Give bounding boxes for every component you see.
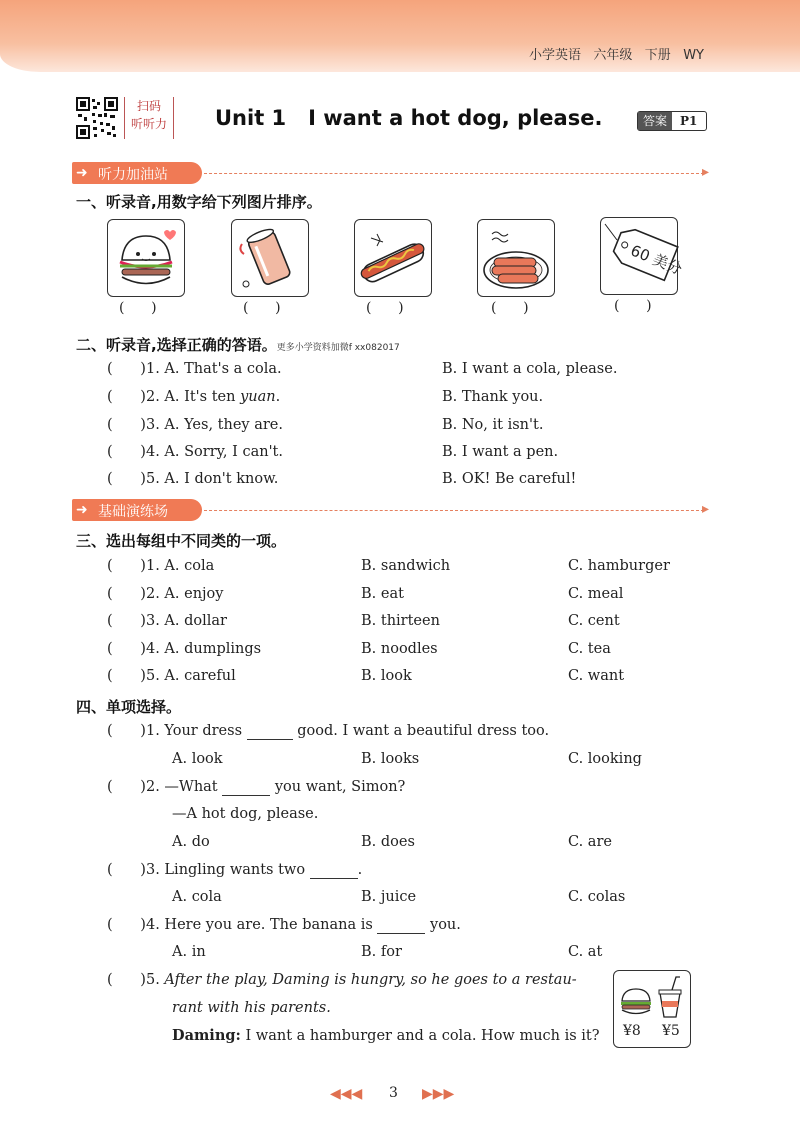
speaker-name: Daming: (172, 1027, 241, 1044)
option-c: C. at (568, 944, 603, 960)
option-b: B. sandwich (361, 558, 451, 574)
option-a: A. I don't know. (164, 471, 279, 487)
section-divider (204, 173, 704, 174)
question-3-heading: 三、选出每组中不同类的一项。 (76, 532, 287, 550)
item-number[interactable]: ( )2. (107, 586, 160, 602)
option-a: A. look (172, 751, 223, 767)
page-title: Unit 1 I want a hot dog, please. (215, 106, 603, 130)
stem-start: Lingling wants two (164, 862, 310, 878)
section-bar-listening (72, 162, 712, 186)
option-a-italic: yuan (240, 389, 276, 405)
option-b: B. eat (361, 586, 404, 602)
option-a-text: A. It's ten (164, 389, 241, 405)
section-end-arrow-icon: ▸ (702, 164, 710, 180)
item-number[interactable]: ( )3. (107, 862, 160, 878)
section-end-arrow-icon: ▸ (702, 501, 710, 517)
fill-blank[interactable] (377, 917, 425, 934)
option-a: A. do (172, 834, 210, 850)
stem-end: you want, Simon? (270, 779, 406, 795)
hot-dog-icon (355, 220, 431, 296)
answer-blank[interactable]: ( ) (614, 298, 652, 314)
answer-blank[interactable]: ( ) (491, 300, 529, 316)
q3-row-1 (107, 558, 214, 574)
stem-end: good. I want a beautiful dress too. (292, 723, 550, 739)
next-page-arrows-icon[interactable]: ▶▶▶ (422, 1086, 455, 1102)
option-b: B. juice (361, 889, 417, 905)
scan-line-1: 扫码 (136, 99, 161, 113)
fill-blank[interactable] (222, 779, 270, 796)
scan-line-2: 听听力 (130, 117, 167, 131)
option-c: C. looking (568, 751, 642, 767)
q4-item-2 (107, 779, 405, 796)
section-pill (72, 499, 202, 521)
question-2-heading (76, 334, 400, 355)
speech-text: I want a hamburger and a cola. How much is it? (240, 1028, 600, 1044)
dialogue-line (172, 1027, 600, 1044)
stem-start: Your dress (164, 723, 247, 739)
item-number[interactable]: ( )3. (107, 613, 160, 629)
section-arrow-icon: ➜ (76, 502, 88, 518)
option-a: A. dumplings (164, 641, 262, 657)
menu-price-picture (613, 970, 691, 1048)
item-number[interactable]: ( )2. (107, 389, 160, 405)
option-b: B. look (361, 668, 412, 684)
q3-row-4 (107, 641, 261, 657)
option-a: A. careful (164, 668, 236, 684)
scenario-line-1: After the play, Daming is hungry, so he goes to a restau- (164, 972, 577, 988)
item-number[interactable]: ( )5. (107, 471, 160, 487)
fill-blank[interactable] (310, 862, 358, 879)
section-arrow-icon: ➜ (76, 165, 88, 181)
option-c: C. are (568, 834, 612, 850)
stem-end: . (357, 862, 363, 878)
item-number[interactable]: ( )4. (107, 444, 160, 460)
cola-price: ¥5 (662, 1023, 680, 1039)
option-b: B. does (361, 834, 415, 850)
q2-row-2 (107, 389, 280, 405)
q2-row-4 (107, 444, 283, 460)
price-tag-icon (601, 218, 685, 294)
hamburger-icon (621, 989, 651, 1014)
option-a-end: . (275, 389, 281, 405)
option-a: A. enjoy (164, 586, 224, 602)
scan-listen-label (124, 97, 174, 139)
q3-row-3 (107, 613, 227, 629)
question-2-title: 二、听录音,选择正确的答语。 (76, 336, 277, 354)
option-c: C. want (568, 668, 625, 684)
option-b: B. noodles (361, 641, 438, 657)
answer-blank[interactable]: ( ) (243, 300, 281, 316)
item-number[interactable]: ( )3. (107, 417, 160, 433)
option-a: A. cola (164, 558, 215, 574)
page-number: 3 (389, 1085, 398, 1101)
section-divider (204, 510, 704, 511)
book-meta: 小学英语 六年级 下册 WY (529, 48, 704, 63)
option-a: A. Yes, they are. (164, 417, 283, 433)
option-b: B. I want a pen. (442, 444, 559, 460)
q3-row-5 (107, 668, 236, 684)
option-b: B. for (361, 944, 402, 960)
answer-key-label: 答案 (638, 112, 672, 130)
option-b: B. looks (361, 751, 420, 767)
food-price-illustration (614, 971, 690, 1047)
item-number[interactable]: ( )5. (107, 668, 160, 684)
option-c: C. tea (568, 641, 611, 657)
q2-row-5 (107, 471, 278, 487)
option-a: A. dollar (164, 613, 227, 629)
picture-hamburger (107, 219, 185, 297)
section-label: 基础演练场 (98, 504, 168, 520)
promo-note: 更多小学资料加微f xx082017 (276, 343, 400, 353)
option-b: B. Thank you. (442, 389, 544, 405)
option-b: B. thirteen (361, 613, 440, 629)
answer-page-number: P1 (680, 114, 698, 128)
item-number[interactable]: ( )1. (107, 361, 160, 377)
cola-can-icon (232, 220, 308, 296)
option-b: B. OK! Be careful! (442, 471, 577, 487)
dialogue-reply: —A hot dog, please. (172, 806, 319, 822)
price-tag-text: 60 美分 (628, 241, 685, 279)
scenario-line-2: rant with his parents. (172, 1000, 331, 1016)
picture-hot-dog (354, 219, 432, 297)
option-a: A. in (172, 944, 206, 960)
q4-item-4 (107, 917, 461, 934)
option-a (164, 389, 280, 405)
fill-blank[interactable] (247, 723, 293, 740)
q3-row-2 (107, 586, 223, 602)
picture-sausages (477, 219, 555, 297)
section-pill (72, 162, 202, 184)
answer-blank[interactable]: ( ) (119, 300, 157, 316)
item-number[interactable]: ( )1. (107, 723, 160, 739)
hamburger-icon (108, 220, 184, 296)
stem-end: you. (425, 917, 461, 933)
item-number[interactable]: ( )1. (107, 558, 160, 574)
picture-price-tag (600, 217, 685, 295)
q2-row-3 (107, 417, 283, 433)
option-a: A. That's a cola. (164, 361, 282, 377)
q2-row-1 (107, 361, 282, 377)
stem-start: —What (164, 779, 223, 795)
qr-code-icon[interactable] (76, 97, 118, 139)
option-c: C. meal (568, 586, 624, 602)
q4-item-5 (107, 972, 577, 988)
q4-item-1 (107, 723, 549, 740)
option-c: C. cent (568, 613, 620, 629)
prev-page-arrows-icon[interactable]: ◀◀◀ (330, 1086, 363, 1102)
option-c: C. colas (568, 889, 626, 905)
option-a: A. cola (172, 889, 222, 905)
sausages-plate-icon (478, 220, 554, 296)
item-number[interactable]: ( )2. (107, 779, 160, 795)
cola-cup-icon (659, 977, 681, 1017)
answer-blank[interactable]: ( ) (366, 300, 404, 316)
question-1-heading: 一、听录音,用数字给下列图片排序。 (76, 193, 322, 211)
q4-item-3 (107, 862, 362, 879)
section-bar-practice (72, 499, 712, 523)
item-number[interactable]: ( )4. (107, 917, 160, 933)
option-b: B. I want a cola, please. (442, 361, 618, 377)
section-label: 听力加油站 (98, 167, 168, 183)
question-4-heading: 四、单项选择。 (76, 698, 182, 716)
option-a: A. Sorry, I can't. (164, 444, 283, 460)
option-b: B. No, it isn't. (442, 417, 544, 433)
stem-start: Here you are. The banana is (164, 917, 378, 933)
item-number[interactable]: ( )4. (107, 641, 160, 657)
picture-cola (231, 219, 309, 297)
answer-page-tag (637, 111, 707, 131)
item-number[interactable]: ( )5. (107, 972, 160, 988)
option-c: C. hamburger (568, 558, 670, 574)
hamburger-price: ¥8 (623, 1023, 641, 1039)
